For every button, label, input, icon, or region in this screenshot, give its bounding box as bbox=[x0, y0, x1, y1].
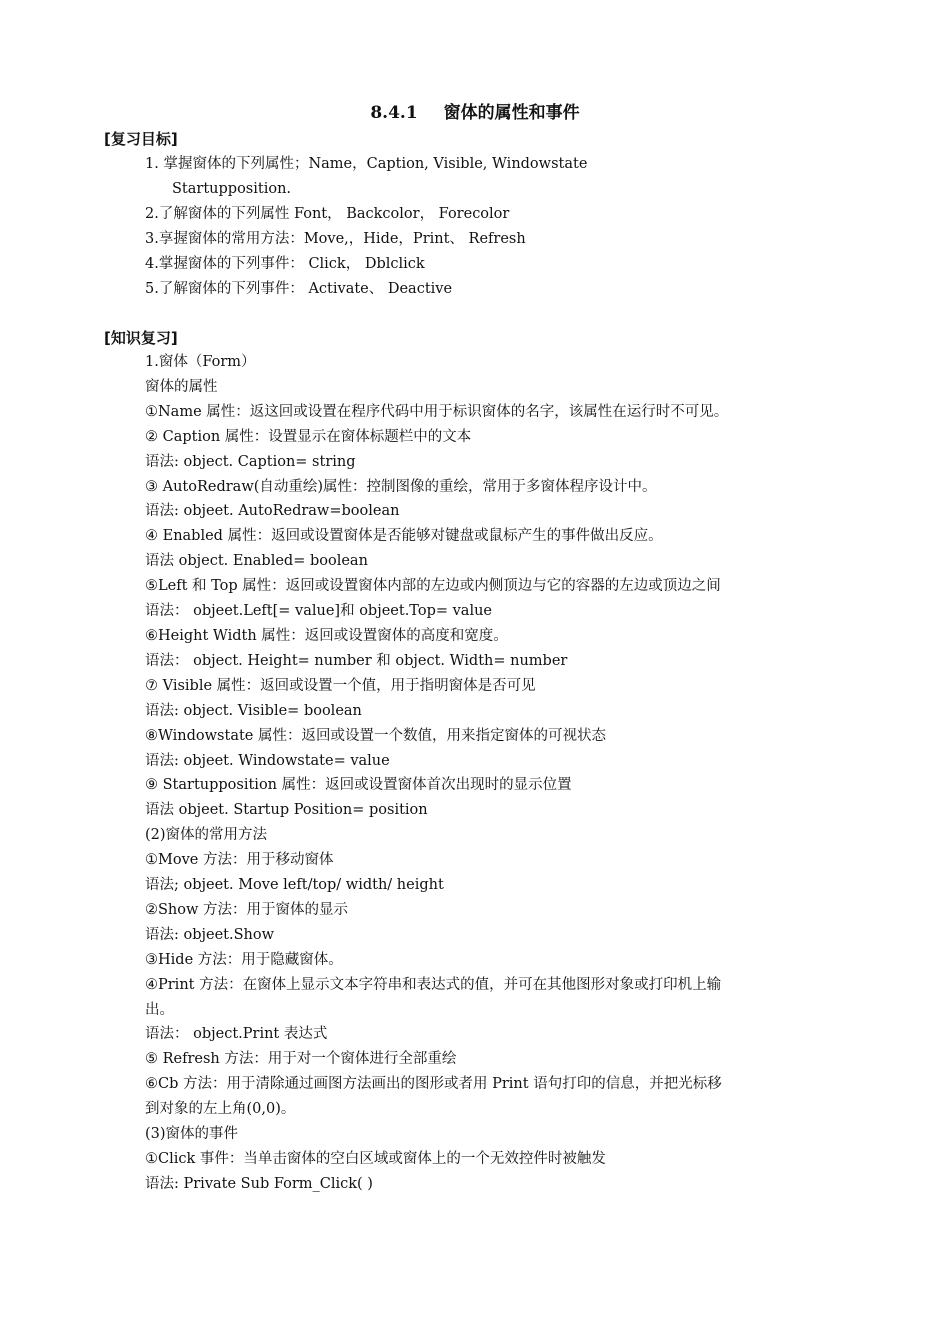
subheading-line: (3)窗体的事件 bbox=[145, 1126, 239, 1143]
syntax-line: 语法; objeet. Move left/top/ width/ height bbox=[145, 877, 444, 894]
syntax-line: 语法: Private Sub Form_Click( ) bbox=[145, 1175, 373, 1192]
body-line: ①Name 属性：返这回或设置在程序代码中用于标识窗体的名字，该属性在运行时不可见。 bbox=[145, 403, 729, 420]
body-line: 窗体的属性 bbox=[145, 378, 218, 395]
body-line: 1.窗体（Form） bbox=[145, 354, 256, 370]
body-line: ⑧Windowstate 属性：返回或设置一个数值，用来指定窗体的可视状态 bbox=[145, 727, 606, 744]
subheading-line: (2)窗体的常用方法 bbox=[145, 827, 268, 844]
body-line: ④Print 方法：在窗体上显示文本字符串和表达式的值，并可在其他图形对象或打印机上输 bbox=[145, 976, 722, 993]
body-line: ② Caption 属性：设置显示在窗体标题栏中的文本 bbox=[145, 428, 472, 445]
body-line: ⑥Height Width 属性：返回或设置窗体的高度和宽度。 bbox=[145, 627, 508, 644]
syntax-line: 语法： objeet.Left[= value]和 objeet.Top= value bbox=[145, 603, 493, 620]
syntax-line: 语法: objeet.Show bbox=[145, 926, 275, 943]
body-line-continuation: 到对象的左上角(0,0)。 bbox=[145, 1101, 296, 1118]
body-line: ⑨ Startupposition 属性：返回或设置窗体首次出现时的显示位置 bbox=[145, 777, 572, 794]
goal-item: 4.掌握窗体的下列事件： Click， Dblclick bbox=[145, 256, 425, 272]
syntax-line: 语法: object. Caption= string bbox=[145, 453, 356, 470]
body-line: ③Hide 方法：用于隐藏窗体。 bbox=[145, 951, 343, 968]
body-line: ③ AutoRedraw(自动重绘)属性：控制图像的重绘，常用于多窗体程序设计中。 bbox=[145, 478, 657, 495]
review-header: [知识复习] bbox=[104, 329, 178, 347]
syntax-line: 语法 objeet. Startup Position= position bbox=[145, 802, 428, 819]
syntax-line: 语法： object. Height= number 和 object. Width= number bbox=[145, 652, 568, 669]
goal-item: 2.了解窗体的下列属性 Font， Backcolor， Forecolor bbox=[145, 206, 510, 222]
goal-item: 5.了解窗体的下列事件： Activate、 Deactive bbox=[145, 281, 453, 297]
syntax-line: 语法: objeet. AutoRedraw=boolean bbox=[145, 503, 400, 520]
body-line: ⑦ Visible 属性：返回或设置一个值，用于指明窗体是否可见 bbox=[145, 677, 536, 694]
body-line: ⑤Left 和 Top 属性：返回或设置窗体内部的左边或内侧顶边与它的容器的左边或顶边之间 bbox=[145, 578, 721, 595]
body-line: ⑤ Refresh 方法：用于对一个窗体进行全部重绘 bbox=[145, 1051, 457, 1068]
goals-header: [复习目标] bbox=[104, 130, 178, 148]
review-body bbox=[145, 350, 820, 1197]
body-line-continuation: 出。 bbox=[145, 1001, 174, 1018]
goal-item-continuation: Startupposition. bbox=[172, 181, 292, 197]
body-line: ④ Enabled 属性：返回或设置窗体是否能够对键盘或鼠标产生的事件做出反应。 bbox=[145, 528, 663, 545]
syntax-line: 语法： object.Print 表达式 bbox=[145, 1026, 328, 1043]
body-line: ②Show 方法：用于窗体的显示 bbox=[145, 901, 349, 918]
section-title bbox=[0, 98, 950, 123]
body-line: ①Move 方法：用于移动窗体 bbox=[145, 852, 334, 869]
section-number: 8.4.1 bbox=[370, 103, 418, 123]
body-line: ⑥Cb 方法：用于清除通过画图方法画出的图形或者用 Print 语句打印的信息，并把光标移 bbox=[145, 1076, 722, 1093]
syntax-line: 语法 object. Enabled= boolean bbox=[145, 553, 368, 570]
goal-item: 1. 掌握窗体的下列属性；Name，Caption, Visible, Windowstate bbox=[145, 156, 588, 172]
goal-item: 3.享握窗体的常用方法：Move,，Hide，Print、 Refresh bbox=[145, 231, 526, 247]
syntax-line: 语法: object. Visible= boolean bbox=[145, 702, 362, 719]
syntax-line: 语法: objeet. Windowstate= value bbox=[145, 752, 390, 769]
section-title-text: 窗体的属性和事件 bbox=[443, 103, 580, 123]
body-line: ①Click 事件：当单击窗体的空白区域或窗体上的一个无效控件时被触发 bbox=[145, 1151, 606, 1167]
